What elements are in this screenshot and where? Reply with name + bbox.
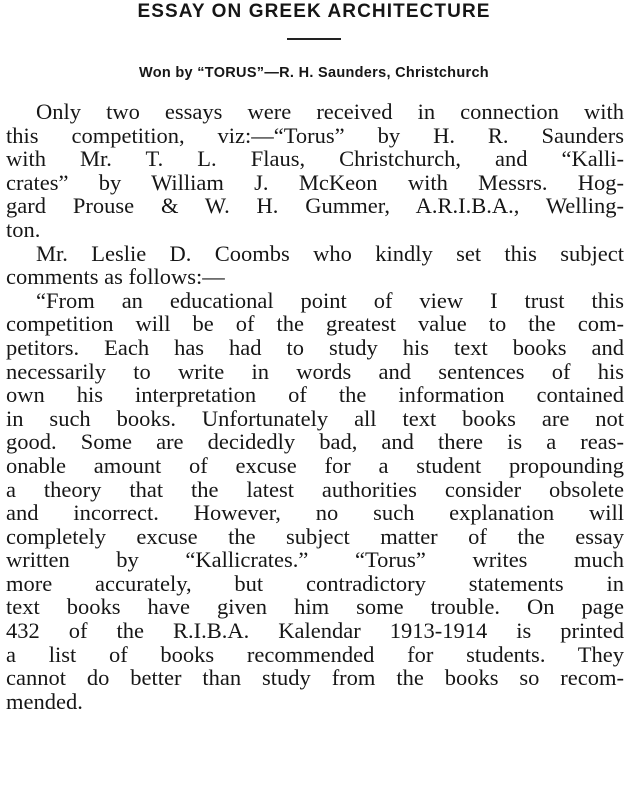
body-line: competition will be of the greatest value to the com- [6, 311, 624, 337]
body-line: Mr. Leslie D. Coombs who kindly set this subject [36, 240, 624, 266]
body-line: ton. [6, 216, 41, 242]
body-line: and incorrect. However, no such explanation will [6, 500, 624, 526]
body-line: completely excuse the subject matter of the essay [6, 523, 624, 549]
body-line: good. Some are decidedly bad, and there is a reas- [6, 429, 624, 455]
body-line: Only two essays were received in connection with [36, 99, 624, 124]
body-line: gard Prouse & W. H. Gummer, A.R.I.B.A., Welling- [6, 193, 624, 219]
article-title: ESSAY ON GREEK ARCHITECTURE [137, 1, 491, 22]
body-line: cannot do better than study from the books so recom- [6, 665, 624, 691]
body-line: onable amount of excuse for a student propounding [6, 452, 624, 478]
body-line: written by “Kallicrates.” “Torus” writes much [6, 547, 624, 573]
body-line: necessarily to write in words and sentences of his [6, 358, 624, 384]
body-line: crates” by William J. McKeon with Messrs. Hog- [6, 169, 624, 195]
article-byline: Won by “TORUS”—R. H. Saunders, Christchurch [139, 65, 489, 81]
body-line: 432 of the R.I.B.A. Kalendar 1913-1914 is printed [6, 618, 624, 644]
body-line: in such books. Unfortunately all text books are not [6, 405, 624, 431]
body-line: “From an educational point of view I trust this [36, 287, 624, 313]
body-line: petitors. Each has had to study his text books and [6, 334, 624, 360]
body-line: mended. [6, 688, 83, 714]
article-body [6, 100, 624, 713]
body-line: own his interpretation of the information contained [6, 382, 624, 408]
body-line: a list of books recommended for students. They [6, 641, 624, 667]
body-line: a theory that the latest authorities consider obsolete [6, 476, 624, 502]
title-divider [287, 38, 341, 40]
body-line: with Mr. T. L. Flaus, Christchurch, and “Kalli- [6, 146, 624, 172]
body-line: this competition, viz:—“Torus” by H. R. Saunders [6, 122, 624, 148]
body-line: text books have given him some trouble. On page [6, 594, 624, 620]
body-line: comments as follows:— [6, 264, 225, 290]
body-line: more accurately, but contradictory statements in [6, 570, 624, 596]
